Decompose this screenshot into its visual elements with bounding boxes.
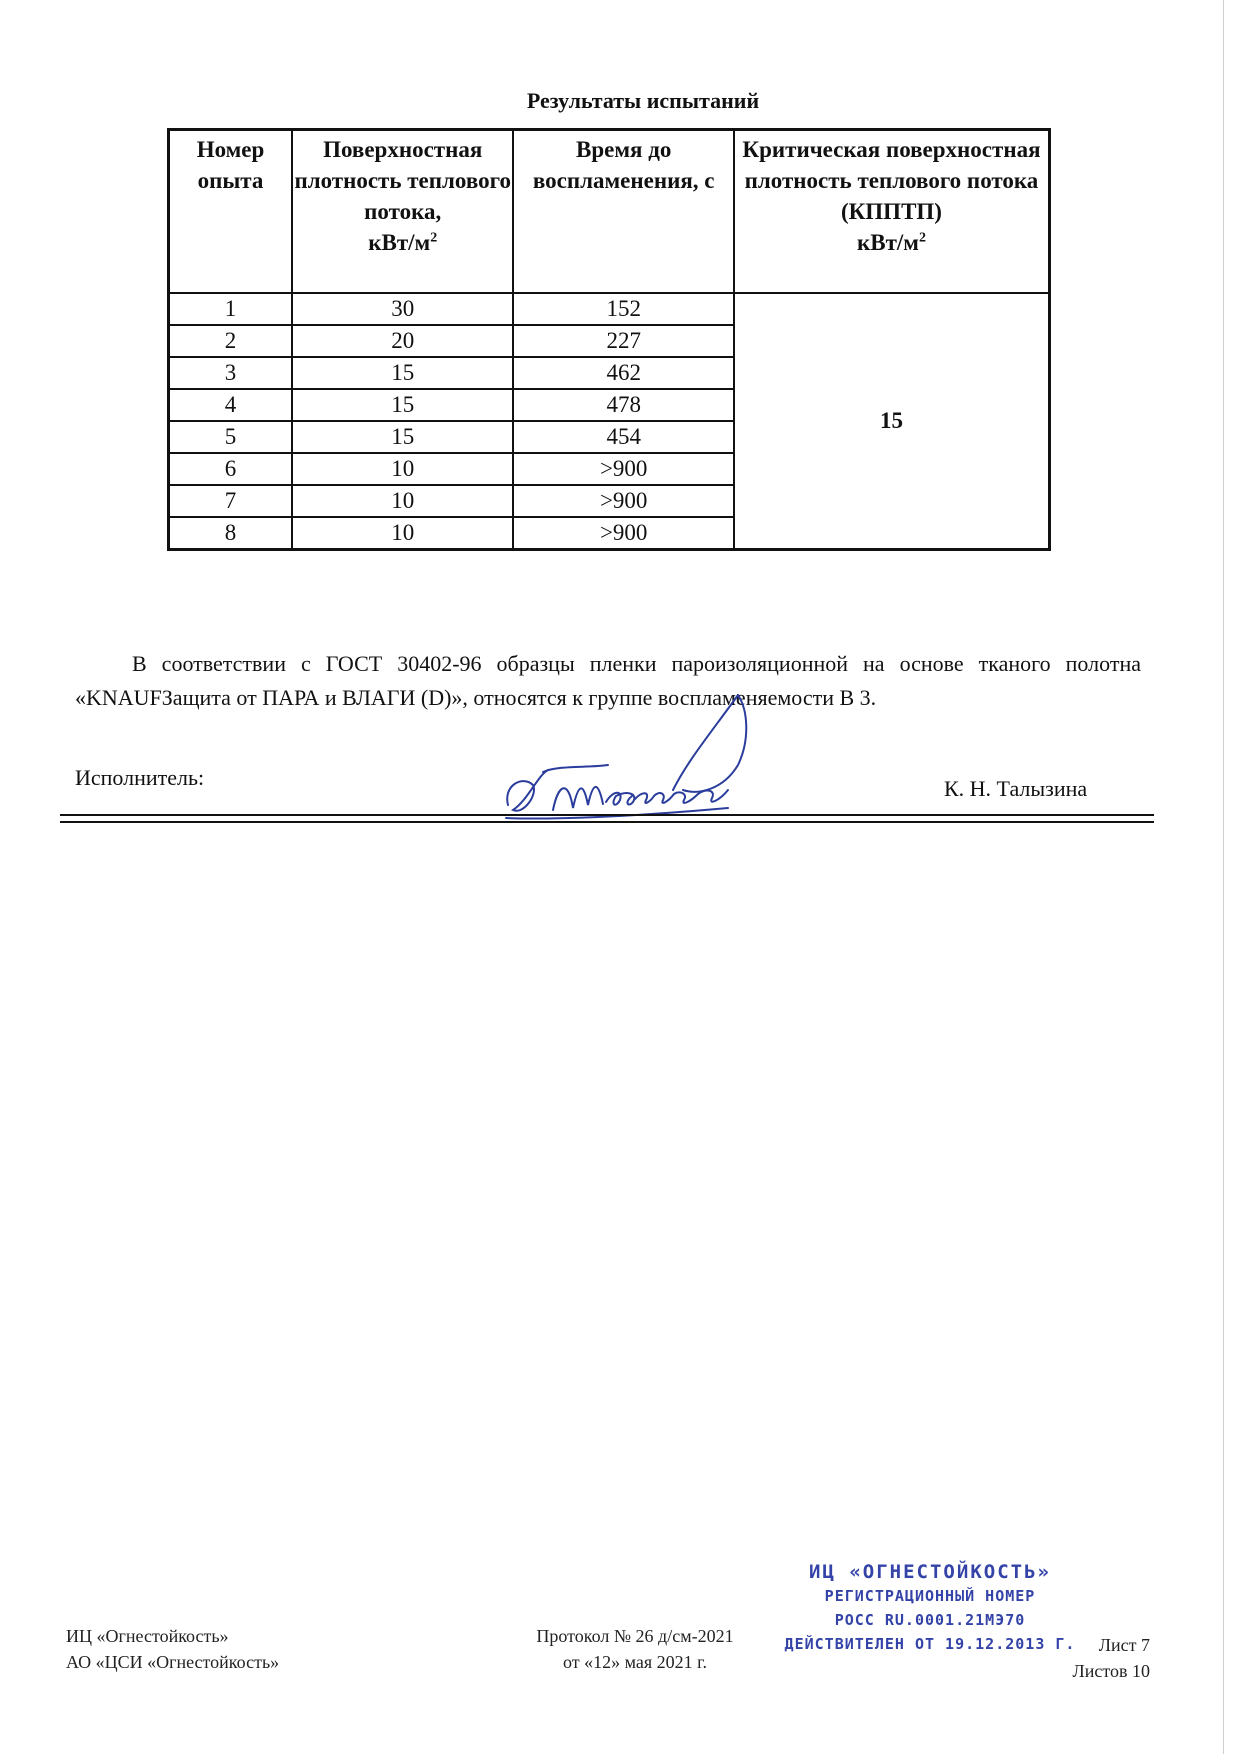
cell-ignition-time: 478 — [513, 389, 734, 421]
footer-sheets-total: Листов 10 — [1072, 1661, 1150, 1681]
footer-organization — [66, 1623, 279, 1675]
footer-org-line: АО «ЦСИ «Огнестойкость» — [66, 1652, 280, 1672]
conclusion-paragraph: В соответствии с ГОСТ 30402-96 образцы пленки пароизоляционной на основе тканого полотна «KNAUFЗащита от ПАРА и ВЛАГИ (D)», относятся к группе воспламеняемости В 3. — [75, 651, 1141, 710]
stamp-line: РЕГИСТРАЦИОННЫЙ НОМЕР — [824, 1587, 1036, 1605]
header-ignition-time: Время до воспламенения, с — [513, 130, 734, 294]
cell-kpptp-value: 15 — [734, 293, 1050, 550]
cell-heat-flux: 10 — [292, 517, 513, 550]
signature — [498, 690, 768, 830]
scan-edge-line — [1223, 0, 1224, 1754]
cell-ignition-time: 462 — [513, 357, 734, 389]
stamp-line: РОСС RU.0001.21МЭ70 — [834, 1611, 1026, 1629]
cell-test-number: 3 — [169, 357, 293, 389]
cell-test-number: 7 — [169, 485, 293, 517]
header-test-number: Номер опыта — [169, 130, 293, 294]
cell-ignition-time: 227 — [513, 325, 734, 357]
registration-stamp — [780, 1560, 1080, 1656]
divider-line — [60, 821, 1154, 823]
footer-org-line: ИЦ «Огнестойкость» — [66, 1626, 229, 1646]
table-header-row — [169, 130, 1050, 294]
executor-name: К. Н. Талызина — [944, 776, 1088, 801]
cell-ignition-time: >900 — [513, 453, 734, 485]
cell-test-number: 2 — [169, 325, 293, 357]
stamp-line: ДЕЙСТВИТЕЛЕН ОТ 19.12.2013 Г. — [784, 1635, 1076, 1653]
header-kpptp-unit: кВт/м — [856, 230, 919, 255]
cell-ignition-time: 454 — [513, 421, 734, 453]
cell-heat-flux: 20 — [292, 325, 513, 357]
footer-pagination — [1040, 1632, 1150, 1684]
cell-ignition-time: >900 — [513, 485, 734, 517]
cell-test-number: 4 — [169, 389, 293, 421]
executor-label: Исполнитель: — [75, 765, 205, 790]
header-kpptp: Критическая поверхностная плотность теплового потока (КППТП) кВт/$м^2$ — [734, 130, 1050, 294]
footer-protocol — [500, 1623, 770, 1675]
table-row — [169, 293, 1050, 325]
cell-test-number: 5 — [169, 421, 293, 453]
footer-protocol-date: от «12» мая 2021 г. — [562, 1652, 708, 1672]
divider-line — [60, 814, 1154, 816]
cell-heat-flux: 30 — [292, 293, 513, 325]
header-heat-flux-unit: кВт/м — [368, 230, 431, 255]
footer-protocol-number: Протокол № 26 д/см-2021 — [536, 1626, 734, 1646]
cell-heat-flux: 10 — [292, 453, 513, 485]
footer-sheet: Лист 7 — [1098, 1635, 1150, 1655]
cell-heat-flux: 15 — [292, 357, 513, 389]
cell-test-number: 6 — [169, 453, 293, 485]
cell-ignition-time: >900 — [513, 517, 734, 550]
cell-heat-flux: 15 — [292, 389, 513, 421]
cell-test-number: 1 — [169, 293, 293, 325]
results-table — [167, 128, 1051, 551]
table-title: Результаты испытаний — [526, 88, 760, 113]
cell-ignition-time: 152 — [513, 293, 734, 325]
stamp-line: ИЦ «ОГНЕСТОЙКОСТЬ» — [809, 1561, 1051, 1583]
header-heat-flux: Поверхностная плотность теплового потока, кВт/$м^2$ — [292, 130, 513, 294]
cell-heat-flux: 15 — [292, 421, 513, 453]
cell-test-number: 8 — [169, 517, 293, 550]
cell-heat-flux: 10 — [292, 485, 513, 517]
